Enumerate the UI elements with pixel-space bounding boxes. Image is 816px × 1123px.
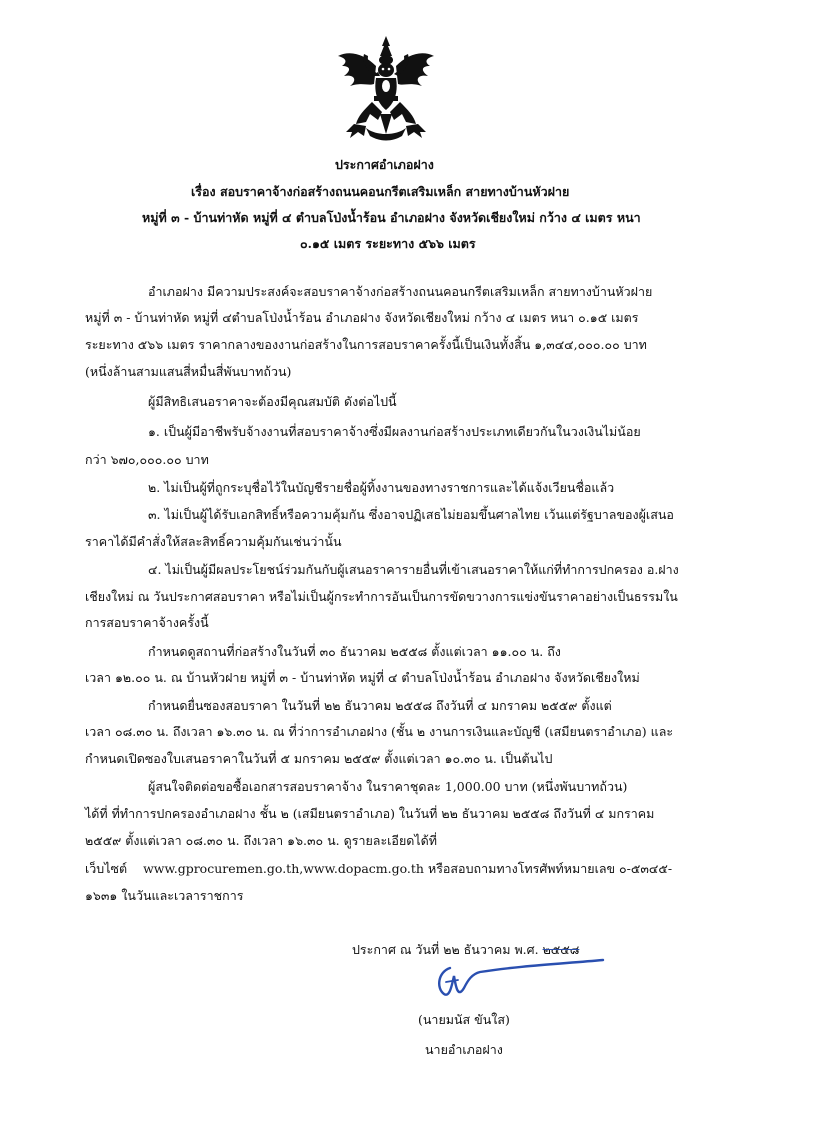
body-line: (หนึ่งล้านสามแสนสี่หมื่นสี่พันบาทถ้วน) bbox=[85, 364, 292, 379]
body-line: ได้ที่ ที่ทำการปกครองอำเภอฝาง ชั้น ๒ (เสมียนตราอำเภอ) ในวันที่ ๒๒ ธันวาคม ๒๕๕๘ ถึงวันที่ ๔ มกราคม bbox=[85, 806, 655, 821]
signer-name: (นายมนัส ขันใส) bbox=[418, 1012, 510, 1027]
body-line: เวลา ๑๒.๐๐ น. ณ บ้านหัวฝาย หมู่ที่ ๓ - บ้านท่าหัด หมู่ที่ ๔ ตำบลโป่งน้ำร้อน อำเภอฝาง จังหวัดเชียงใหม่ bbox=[85, 670, 640, 685]
body-line: ระยะทาง ๕๖๖ เมตร ราคากลางของงานก่อสร้างในการสอบราคาครั้งนี้เป็นเงินทั้งสิ้น ๑,๓๔๔,๐๐๐.๐๐ บาท bbox=[85, 337, 647, 352]
subject-line-1: เรื่อง สอบราคาจ้างก่อสร้างถนนคอนกรีตเสริมเหล็ก สายทางบ้านหัวฝาย bbox=[191, 184, 570, 199]
announcement-date bbox=[352, 940, 579, 960]
body-line: หมู่ที่ ๓ - บ้านท่าหัด หมู่ที่ ๔ตำบลโป่งน้ำร้อน อำเภอฝาง จังหวัดเชียงใหม่ กว้าง ๔ เมตร หนา ๐.๑๕ เมตร bbox=[85, 310, 639, 325]
body-line: กำหนดดูสถานที่ก่อสร้างในวันที่ ๓๐ ธันวาคม ๒๕๕๘ ตั้งแต่เวลา ๑๑.๐๐ น. ถึง bbox=[148, 644, 561, 659]
qualification-item: เชียงใหม่ ณ วันประกาศสอบราคา หรือไม่เป็นผู้กระทำการอันเป็นการขัดขวางการแข่งขันราคาอย่างเป็นธรรมใน bbox=[85, 589, 678, 604]
garuda-emblem-icon bbox=[336, 36, 436, 144]
qualification-item: กว่า ๖๗๐,๐๐๐.๐๐ บาท bbox=[85, 452, 209, 467]
signature-icon bbox=[428, 958, 608, 1006]
subject-line-2: หมู่ที่ ๓ - บ้านท่าหัด หมู่ที่ ๔ ตำบลโป่งน้ำร้อน อำเภอฝาง จังหวัดเชียงใหม่ กว้าง ๔ เมตร หนา bbox=[142, 210, 641, 225]
phone-text: หรือสอบถามทางโทรศัพท์หมายเลข ๐-๕๓๔๕- bbox=[427, 861, 673, 876]
subject-line-3: ๐.๑๕ เมตร ระยะทาง ๕๖๖ เมตร bbox=[300, 236, 476, 251]
signer-position: นายอำเภอฝาง bbox=[425, 1042, 503, 1057]
website-label: เว็บไซต์ bbox=[85, 861, 128, 876]
body-line: อำเภอฝาง มีความประสงค์จะสอบราคาจ้างก่อสร้างถนนคอนกรีตเสริมเหล็ก สายทางบ้านหัวฝาย bbox=[148, 284, 653, 299]
qualifications-heading: ผู้มีสิทธิเสนอราคาจะต้องมีคุณสมบัติ ดังต่อไปนี้ bbox=[148, 394, 397, 409]
qualification-item: ๑. เป็นผู้มีอาชีพรับจ้างงานที่สอบราคาจ้างซึ่งมีผลงานก่อสร้างประเภทเดียวกันในวงเงินไม่น้อย bbox=[148, 424, 641, 439]
body-line: เวลา ๐๘.๓๐ น. ถึงเวลา ๑๖.๓๐ น. ณ ที่ว่าการอำเภอฝาง (ชั้น ๒ งานการเงินและบัญชี (เสมียนตราอำเภอ) และ bbox=[85, 724, 674, 739]
body-line bbox=[85, 859, 672, 879]
date-year: ๒๕๕๘ bbox=[542, 942, 580, 957]
body-line: ผู้สนใจติดต่อขอซื้อเอกสารสอบราคาจ้าง ในราคาชุดละ 1,000.00 บาท (หนึ่งพันบาทถ้วน) bbox=[148, 779, 628, 794]
website-links[interactable]: www.gprocuremen.go.th,www.dopacm.go.th bbox=[143, 861, 424, 876]
body-line: ๑๖๓๑ ในวันและเวลาราชการ bbox=[85, 888, 244, 903]
qualification-item: ราคาได้มีคำสั่งให้สละสิทธิ์ความคุ้มกันเช่นว่านั้น bbox=[85, 534, 342, 549]
body-line: กำหนดยื่นซองสอบราคา ในวันที่ ๒๒ ธันวาคม ๒๕๕๘ ถึงวันที่ ๔ มกราคม ๒๕๕๙ ตั้งแต่ bbox=[148, 698, 612, 713]
announcement-title: ประกาศอำเภอฝาง bbox=[335, 157, 434, 172]
body-line: ๒๕๕๙ ตั้งแต่เวลา ๐๘.๓๐ น. ถึงเวลา ๑๖.๓๐ น. ดูรายละเอียดได้ที่ bbox=[85, 833, 438, 848]
body-line: กำหนดเปิดซองใบเสนอราคาในวันที่ ๕ มกราคม ๒๕๕๙ ตั้งแต่เวลา ๑๐.๓๐ น. เป็นต้นไป bbox=[85, 751, 553, 766]
qualification-item: การสอบราคาจ้างครั้งนี้ bbox=[85, 615, 209, 630]
qualification-item: ๔. ไม่เป็นผู้มีผลประโยชน์ร่วมกันกับผู้เสนอราคารายอื่นที่เข้าเสนอราคาให้แก่ที่ทำการปกครอง อ.ฝาง bbox=[148, 562, 679, 577]
qualification-item: ๓. ไม่เป็นผู้ได้รับเอกสิทธิ์หรือความคุ้มกัน ซึ่งอาจปฏิเสธไม่ยอมขึ้นศาลไทย เว้นแต่รัฐบาลของผู้เสนอ bbox=[148, 507, 674, 522]
qualification-item: ๒. ไม่เป็นผู้ที่ถูกระบุชื่อไว้ในบัญชีรายชื่อผู้ทิ้งงานของทางราชการและได้แจ้งเวียนชื่อแล้ว bbox=[148, 480, 615, 495]
date-prefix: ประกาศ ณ วันที่ ๒๒ ธันวาคม พ.ศ. bbox=[352, 942, 539, 957]
